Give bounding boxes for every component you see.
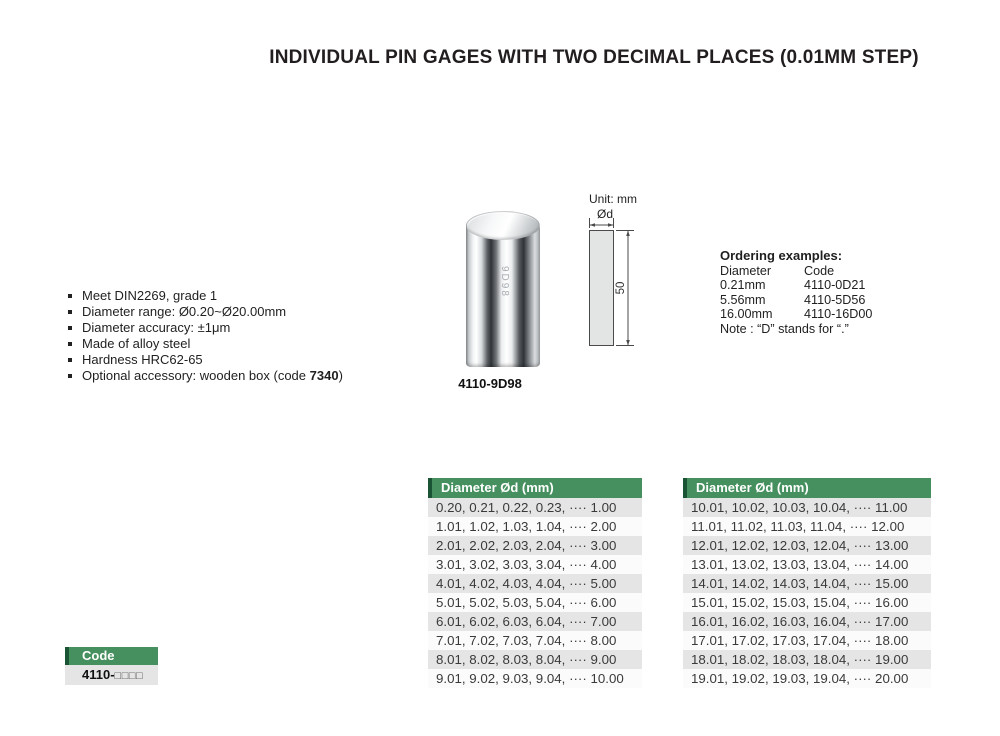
table-row: 16.01, 16.02, 16.03, 16.04, ···· 17.00 [683,612,931,631]
table-row: 14.01, 14.02, 14.03, 14.04, ···· 15.00 [683,574,931,593]
ordering-row [720,293,872,308]
feature-item: Made of alloy steel [68,336,343,352]
ordering-diameter: 0.21mm [720,278,766,293]
ordering-diameter: 5.56mm [720,292,766,307]
table-row: 11.01, 11.02, 11.03, 11.04, ···· 12.00 [683,517,931,536]
table-row: 10.01, 10.02, 10.03, 10.04, ···· 11.00 [683,498,931,517]
feature-item: Meet DIN2269, grade 1 [68,288,343,304]
table-row: 19.01, 19.02, 19.03, 19.04, ···· 20.00 [683,669,931,688]
feature-item: Hardness HRC62-65 [68,352,343,368]
table-row: 7.01, 7.02, 7.03, 7.04, ···· 8.00 [428,631,642,650]
code-placeholder-boxes: □□□□ [114,670,144,682]
table-row: 3.01, 3.02, 3.03, 3.04, ···· 4.00 [428,555,642,574]
feature-item: Diameter accuracy: ±1μm [68,320,343,336]
pin-table-2 [683,478,931,688]
table-row: 9.01, 9.02, 9.03, 9.04, ···· 10.00 [428,669,642,688]
ordering-code: 4110-16D00 [804,307,873,322]
table-row: 15.01, 15.02, 15.03, 15.04, ···· 16.00 [683,593,931,612]
feature-item-optional-accessory [68,368,343,384]
feature-item: Diameter range: Ø0.20~Ø20.00mm [68,304,343,320]
table-row: 17.01, 17.02, 17.03, 17.04, ···· 18.00 [683,631,931,650]
ordering-col-code: Code [804,263,835,278]
pin-engraving-text: 9D98 [499,266,510,298]
table-row: 5.01, 5.02, 5.03, 5.04, ···· 6.00 [428,593,642,612]
code-legend-value [65,665,158,685]
pin-gage-photo [466,211,540,367]
table-row: 1.01, 1.02, 1.03, 1.04, ···· 2.00 [428,517,642,536]
page-title: INDIVIDUAL PIN GAGES WITH TWO DECIMAL PLACES (0.01MM STEP) [269,47,919,68]
pin-model-code: 4110-9D98 [458,376,522,391]
table-row: 13.01, 13.02, 13.03, 13.04, ···· 14.00 [683,555,931,574]
table-row: 12.01, 12.02, 12.03, 12.04, ···· 13.00 [683,536,931,555]
ordering-note: Note : “D” stands for “.” [720,321,849,336]
table-row: 0.20, 0.21, 0.22, 0.23, ···· 1.00 [428,498,642,517]
pin-table-1 [428,478,642,688]
unit-label: Unit: mm [589,192,637,206]
ordering-examples [720,249,872,337]
ordering-column-headers [720,264,872,279]
features-list [68,288,343,384]
accessory-code: 7340 [309,368,339,383]
ordering-code: 4110-5D56 [804,292,866,307]
ordering-col-diameter: Diameter [720,263,772,278]
feature-text: ) [338,368,343,383]
ordering-row [720,278,872,293]
table-header: Diameter Ød (mm) [428,478,642,498]
code-prefix: 4110- [82,667,115,682]
code-legend-header: Code [65,647,158,665]
pin-top-face [466,211,540,240]
ordering-title: Ordering examples: [720,248,843,263]
table-header: Diameter Ød (mm) [683,478,931,498]
ordering-code: 4110-0D21 [804,278,866,293]
table-row: 2.01, 2.02, 2.03, 2.04, ···· 3.00 [428,536,642,555]
ordering-diameter: 16.00mm [720,307,773,322]
code-legend [65,647,158,685]
table-row: 6.01, 6.02, 6.03, 6.04, ···· 7.00 [428,612,642,631]
feature-text: Optional accessory: wooden box (code [82,368,310,383]
diameter-dim-label: Ød [597,207,614,221]
table-row: 8.01, 8.02, 8.03, 8.04, ···· 9.00 [428,650,642,669]
table-row: 18.01, 18.02, 18.03, 18.04, ···· 19.00 [683,650,931,669]
ordering-row [720,307,872,322]
length-dim-value: 50 [615,281,627,295]
pin-profile-rect [590,231,614,346]
dimension-diagram [580,206,650,356]
table-row: 4.01, 4.02, 4.03, 4.04, ···· 5.00 [428,574,642,593]
